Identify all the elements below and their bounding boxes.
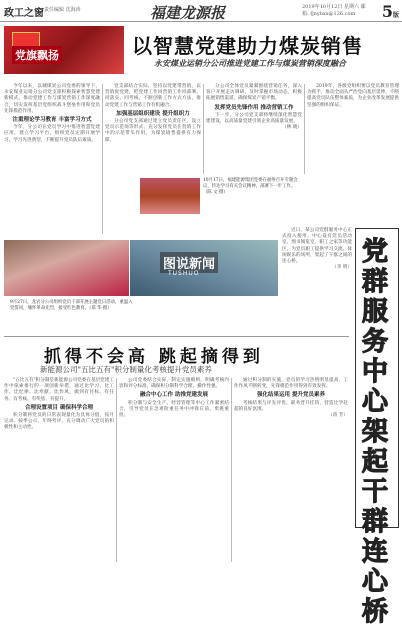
paragraph: 近日，某公司党群服务中心正式投入使用。中心设有党员活动室、图书阅览室、职工之家等功能区，为党员职工提供学习交流、休闲娱乐的场所，架起了干群之间的连心桥。 (282, 228, 352, 265)
article1-subhead-3: 发挥党员先锋作用 推动营销工作 (214, 104, 294, 111)
photo-caption-1: 10月17日，福建能源集团党委在福州召开专题会议，传达学习有关会议精神，部署下一步工作。（陈 文 摄） (203, 178, 298, 195)
paragraph: "五比五有"积分制是新能源公司党委在基层党建工作中探索推行的一项创新举措，通过比学习、比工作、比纪律、比奉献、比作风，做到有目标、有任务、有考核、有奖惩、有提升。 (4, 378, 114, 402)
right-column-top (307, 84, 399, 224)
column-divider (203, 84, 204, 174)
vertical-headline: 党群服务中心架起干群连心桥 (362, 237, 389, 627)
paragraph: 2019年，各级党组织要以党员教育管理为抓手，推动全面从严治党向基层延伸，不断提高党员队伍整体素质，为企业改革发展提供坚强的组织保证。 (307, 84, 399, 108)
paragraph: 公司党委结合实际，制定实施细则，明确考核内容和评分标准，确保积分制科学合理、操作性强。 (119, 378, 229, 390)
vertical-headline-box (355, 228, 399, 627)
paragraph: 党支部结合实际，坚持以党建带营销，以营销促党建，把党建工作同营销工作同部署、同落实、同考核，不断创新工作方式方法，推动党建工作与营销工作有机融合。 (105, 84, 201, 108)
column-divider (304, 84, 305, 174)
right-column-body (282, 228, 352, 562)
column-divider (102, 84, 103, 234)
paragraph: 积分制与安全生产、经营管理等中心工作紧密结合，引导党员在急难险重任务中冲锋在前、勇挑重担。 (119, 400, 229, 419)
issue-info: 2019年10月12日 星期六 邮箱: fjnybxx@126.com (302, 4, 366, 17)
news-photo-activity (4, 240, 129, 296)
article1-column-1 (4, 84, 100, 234)
paragraph: 积分制将党员的日常表现量化为具体分值，按月记录、按季公示、年终考评，充分调动广大党员的积极性和主动性。 (4, 413, 114, 431)
party-flag-image (4, 26, 124, 74)
news-photo-meeting (140, 178, 200, 214)
article2-subhead-3: 强化结果运用 提升党员素养 (257, 392, 325, 399)
article1-subhead-1: 注重理论学习教育 丰富学习方式 (12, 117, 92, 124)
column-divider (231, 378, 232, 562)
paragraph: 通过积分制的实施，党员的学习热情明显提高，工作作风不断转变，先锋模范作用得到有效发挥。 (234, 378, 348, 390)
paragraph: 今年，分公司在党员学习中推进智慧党建应用，建立学习平台，组织党员定期开展学习，学习先进典型，不断提升党员队伍素质。 (4, 125, 100, 143)
lead-banner (4, 26, 399, 78)
page-number: 5版 (381, 2, 399, 21)
lead-headline: 以智慧党建助力煤炭销售 (132, 34, 363, 58)
byline: （李 明） (332, 265, 352, 271)
article1-column-3 (206, 84, 302, 174)
article2-subhead-1: 合理设置项目 确保科学合理 (25, 404, 93, 411)
newspaper-masthead: 福建龙源报 (150, 4, 226, 22)
article1-subhead-2: 加强基层组织建设 提升组织力 (116, 110, 190, 117)
article2-headline: 抓得不会高 跳起摘得到 (44, 347, 264, 367)
section-name: 政工之窗 (4, 8, 44, 19)
column-divider (116, 378, 117, 562)
photo-caption-2: 9月27日，龙岩分公司组织党员干部开展主题党日活动，重温入党誓词，缅怀革命先烈，接受红色教育。（郑 华 摄） (10, 300, 133, 311)
paragraph: 分公司党支部通过建立党员责任区，设立党员示范岗等形式，充分发挥党员在营销工作中的示范带头作用，为煤炭销售提供有力保障。 (105, 119, 201, 143)
article1-column-2 (105, 84, 201, 174)
article2-column-1 (4, 378, 114, 562)
paragraph: 分公司全体党员紧紧围绕营销任务，深入客户开展走访调研，及时掌握市场动态，积极拓展销售渠道，确保煤炭产销平衡。 (206, 84, 302, 102)
byline: （蒋 芳） (328, 413, 348, 419)
paragraph: 下一步，分公司党支部将继续深化智慧党建建设，以高质量党建引领企业高质量发展。 (206, 112, 302, 125)
paragraph: 考核结果与评先评优、职务晋升挂钩，营造比学赶超的良好氛围。 (234, 400, 348, 412)
page-header (0, 0, 402, 22)
editors: 责任编辑 沈海涛 (44, 7, 81, 13)
paragraph: 今年以来，以城煤炭公司党委的领导下，永安煤业运销分公司党支部积极探索智慧党建新模式，推动党建工作与煤炭营销工作深度融合，切实发挥基层党组织战斗堡垒作用和党员先锋模范作用。 (4, 84, 100, 114)
section-tag: 党旗飘扬 (12, 46, 62, 64)
photo-news-label: 图说新闻 (160, 252, 218, 273)
article2-column-2 (119, 378, 229, 562)
article2-subhead-2: 融合中心工作 助推党建发展 (140, 392, 208, 399)
byline: （林 晓） (282, 125, 302, 131)
photo-news-label-en: TUSHUO (168, 270, 200, 277)
lead-subheadline: 永安煤业运销分公司推进党建工作与煤炭营销深度融合 (154, 58, 346, 68)
article2-subheadline: 新能源公司"五比五有"积分制量化考核提升党员素养 (40, 365, 212, 374)
